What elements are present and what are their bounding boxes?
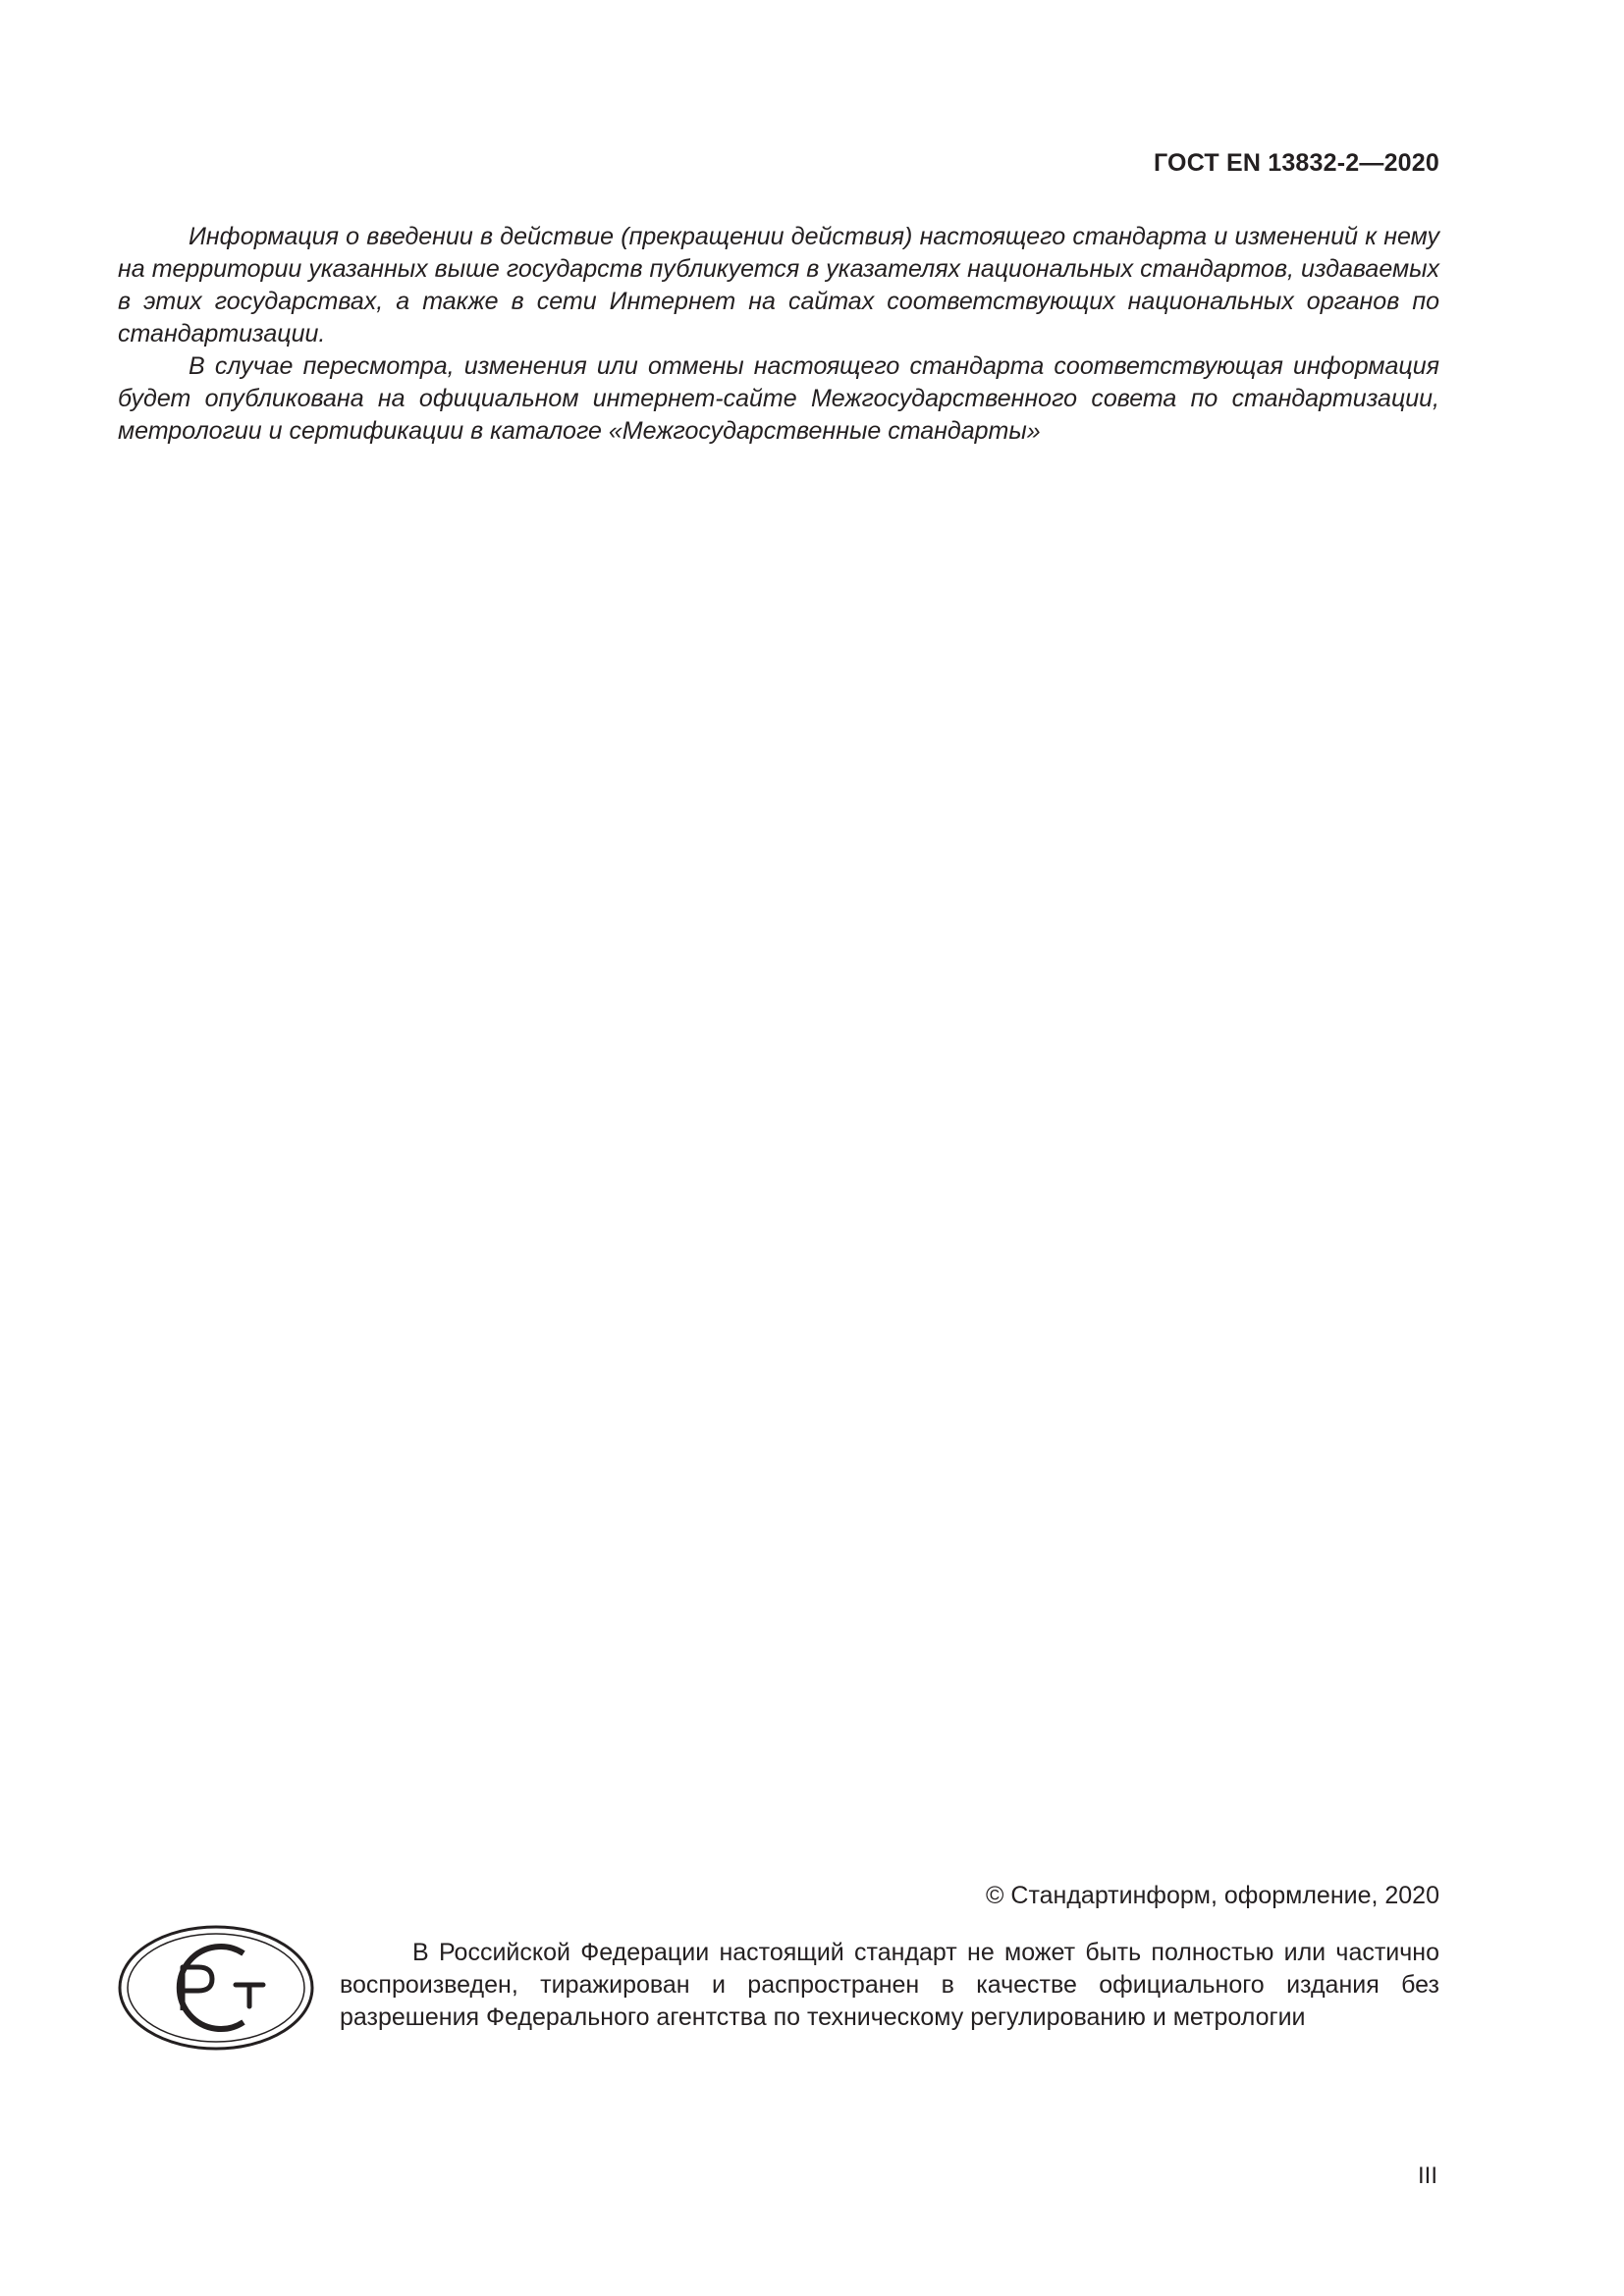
notice-paragraph: В Российской Федерации настоящий стандарт не может быть полностью или частично воспроизведен, тиражирован и распространен в качестве официального издания без разрешения Федерального агентства по техническому регулированию и метрологии [340,1939,1439,2031]
page-number: III [1417,2163,1437,2189]
rst-certification-logo-icon [118,1924,314,2052]
info-paragraph-2: В случае пересмотра, изменения или отмены настоящего стандарта соответствующая информация будет опубликована на официальном интернет-сайте Межгосударственного совета по стандартизации, метрологии и сертификации в каталоге «Межгосударственные стандарты» [118,352,1439,445]
copyright-notice [340,1937,1439,2034]
standard-code-header: ГОСТ EN 13832-2—2020 [1154,149,1439,177]
copyright-line: © Стандартинформ, оформление, 2020 [986,1882,1439,1909]
publication-info-block [118,221,1439,448]
info-paragraph-1: Информация о введении в действие (прекращении действия) настоящего стандарта и изменений к нему на территории указанных выше государств публикуется в указателях национальных стандартов, издаваемых в этих государствах, а также в сети Интернет на сайтах соответствующих национальных органов по стандартизации. [118,223,1439,347]
